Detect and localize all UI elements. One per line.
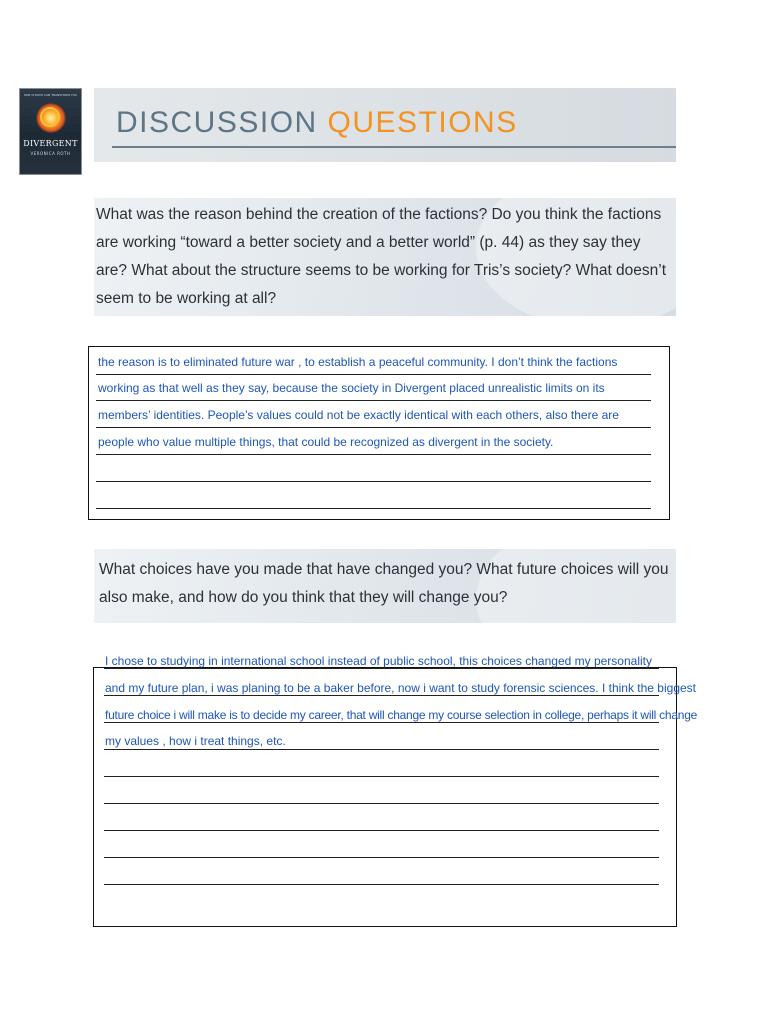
- answer-1-box[interactable]: [88, 346, 670, 520]
- header-divider: [112, 146, 676, 148]
- page-header-banner: [94, 88, 676, 162]
- answer-1-line: [96, 454, 651, 455]
- answer-1-line: [96, 481, 651, 482]
- answer-2-line: [104, 722, 659, 723]
- answer-2-text-line: I chose to studying in international school instead of public school, this choices changed my personality: [105, 654, 652, 668]
- answer-1-line: [96, 427, 651, 428]
- question-1-banner: [94, 198, 676, 316]
- question-1-text: What was the reason behind the creation of the factions? Do you think the factions are working “toward a better society and a better world” (p. 44) as they say they are? What about the structure seems to be working for Tris’s society? What doesn’t seem to be working at all?: [96, 206, 667, 307]
- answer-2-line: [104, 695, 659, 696]
- answer-2-line: [104, 668, 659, 669]
- page-title-part1: DISCUSSION: [116, 106, 318, 139]
- answer-2-box[interactable]: [93, 667, 677, 927]
- book-cover-author: VERONICA ROTH: [30, 151, 71, 156]
- book-cover-image: [20, 89, 81, 174]
- answer-1-line: [96, 374, 651, 375]
- answer-2-line: [104, 776, 659, 777]
- question-2-text: What choices have you made that have changed you? What future choices will you also make, and how do you think that they will change you?: [99, 561, 669, 606]
- answer-2-text-line: future choice i will make is to decide my career, that will change my course selection in college, perhaps it will change: [105, 708, 698, 722]
- answer-2-line: [104, 830, 659, 831]
- answer-2-text-line: and my future plan, i was planing to be a baker before, now i want to study forensic sciences. I think the biggest: [105, 681, 696, 695]
- answer-2-text-line: my values , how i treat things, etc.: [105, 734, 286, 748]
- answer-1-line: [96, 400, 651, 401]
- answer-2-line: [104, 803, 659, 804]
- answer-1-text-line: working as that well as they say, because the society in Divergent placed unrealistic limits on its: [98, 381, 605, 395]
- book-cover-tagline: ONE CHOICE CAN TRANSFORM YOU: [23, 93, 78, 97]
- ring-emblem-icon: [40, 107, 60, 127]
- answer-2-line: [104, 857, 659, 858]
- book-cover-title: DIVERGENT: [23, 139, 78, 148]
- answer-1-line: [96, 508, 651, 509]
- page-title-part2: QUESTIONS: [327, 106, 518, 139]
- answer-2-line: [104, 884, 659, 885]
- answer-1-text-line: members’ identities. People’s values could not be exactly identical with each others, also there are: [98, 408, 619, 422]
- answer-1-text-line: the reason is to eliminated future war , to establish a peaceful community. I don’t think the factions: [98, 355, 618, 369]
- page-title: [116, 106, 518, 140]
- answer-1-text-line: people who value multiple things, that could be recognized as divergent in the society.: [98, 435, 554, 449]
- answer-2-line: [104, 749, 659, 750]
- question-2-banner: [94, 549, 676, 623]
